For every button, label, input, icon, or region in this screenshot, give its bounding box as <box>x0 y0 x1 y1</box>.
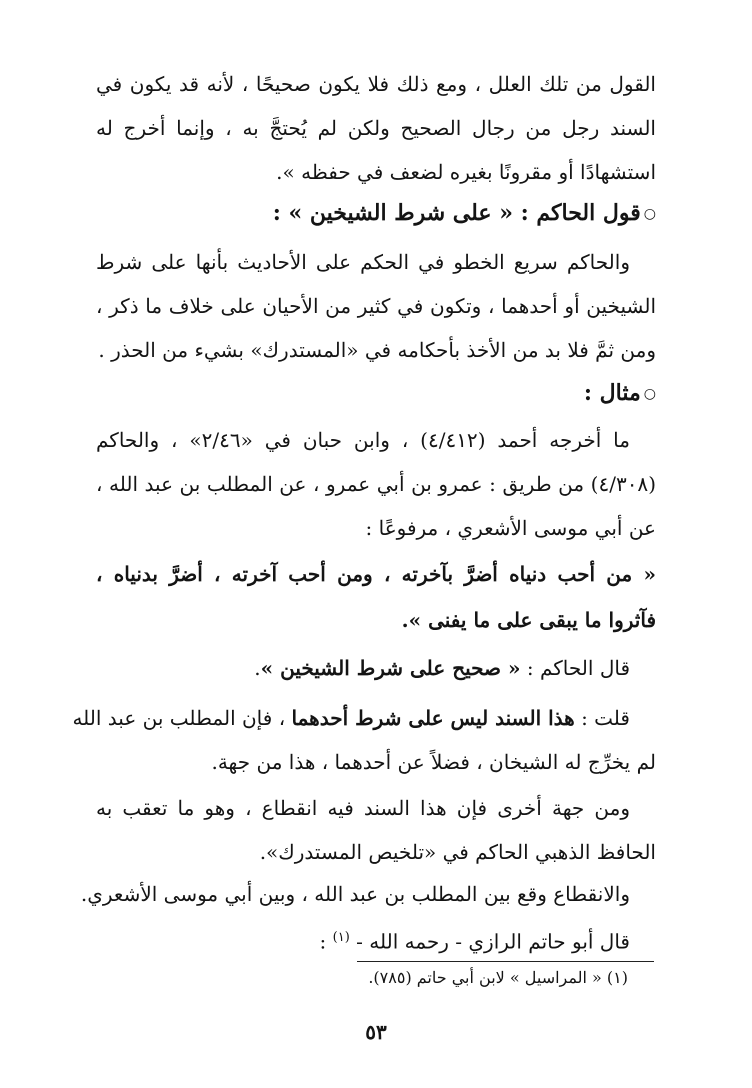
hakim-ruling-prefix: قال الحاكم : <box>520 656 630 680</box>
footnote: (١) « المراسيل » لابن أبي حاتم (٧٨٥). <box>368 968 628 987</box>
author-comment <box>72 704 630 732</box>
section-heading <box>273 198 656 229</box>
paragraph-line: والحاكم سريع الخطو في الحكم على الأحاديث بأنها على شرط <box>96 250 630 274</box>
hakim-ruling-suffix: . <box>254 656 261 680</box>
hadith-text-line: فآثروا ما يبقى على ما يفنى ». <box>401 608 656 632</box>
circle-bullet-icon: ○ <box>643 206 656 222</box>
hadith-text-line: « من أحب دنياه أضرَّ بآخرته ، ومن أحب آخرته ، أضرَّ بدنياه ، <box>96 562 656 586</box>
example-heading <box>584 378 656 409</box>
section-heading-text: قول الحاكم : « على شرط الشيخين » : <box>272 200 641 226</box>
footnote-divider <box>357 961 654 962</box>
paragraph-line: عن أبي موسى الأشعري ، مرفوعًا : <box>365 516 656 540</box>
paragraph-line: (٤/٣٠٨) من طريق : عمرو بن أبي عمرو ، عن المطلب بن عبد الله ، <box>96 472 656 496</box>
paragraph-line: الشيخين أو أحدهما ، وتكون في كثير من الأحيان على خلاف ما ذكر ، <box>96 294 656 318</box>
author-comment-bold: هذا السند ليس على شرط أحدهما <box>291 706 575 730</box>
author-comment-suffix: ، فإن المطلب بن عبد الله <box>72 706 292 730</box>
paragraph-line: القول من تلك العلل ، ومع ذلك فلا يكون صحيحًا ، لأنه قد يكون في <box>96 72 656 96</box>
paragraph-line: ما أخرجه أحمد (٤/٤١٢) ، وابن حبان في «٢/٤٦» ، والحاكم <box>96 428 630 452</box>
author-comment-prefix: قلت : <box>574 706 630 730</box>
circle-bullet-icon: ○ <box>643 386 656 402</box>
footnote-reference: (١) <box>332 930 350 945</box>
paragraph-line: الحافظ الذهبي الحاكم في «تلخيص المستدرك». <box>259 840 656 864</box>
paragraph-line: لم يخرِّج له الشيخان ، فضلاً عن أحدهما ، هذا من جهة. <box>211 750 656 774</box>
paragraph-line: ومن ثمَّ فلا بد من الأخذ بأحكامه في «المستدرك» بشيء من الحذر . <box>98 338 656 362</box>
paragraph-line: والانقطاع وقع بين المطلب بن عبد الله ، وبين أبي موسى الأشعري. <box>80 882 630 906</box>
example-heading-text: مثال : <box>583 380 641 406</box>
paragraph-line: السند رجل من رجال الصحيح ولكن لم يُحتجَّ به ، وإنما أخرج له <box>96 116 656 140</box>
hakim-ruling-quote: « صحيح على شرط الشيخين » <box>260 656 521 680</box>
page-number: ٥٣ <box>365 1020 387 1044</box>
quote-intro-text: قال أبو حاتم الرازي - رحمه الله - <box>349 929 630 954</box>
paragraph-line: استشهادًا أو مقرونًا بغيره لضعف في حفظه ». <box>276 160 656 184</box>
quote-intro <box>96 924 630 956</box>
quote-intro-end: : <box>319 929 333 954</box>
hakim-ruling <box>96 654 630 682</box>
paragraph-line: ومن جهة أخرى فإن هذا السند فيه انقطاع ، وهو ما تعقب به <box>96 796 630 820</box>
